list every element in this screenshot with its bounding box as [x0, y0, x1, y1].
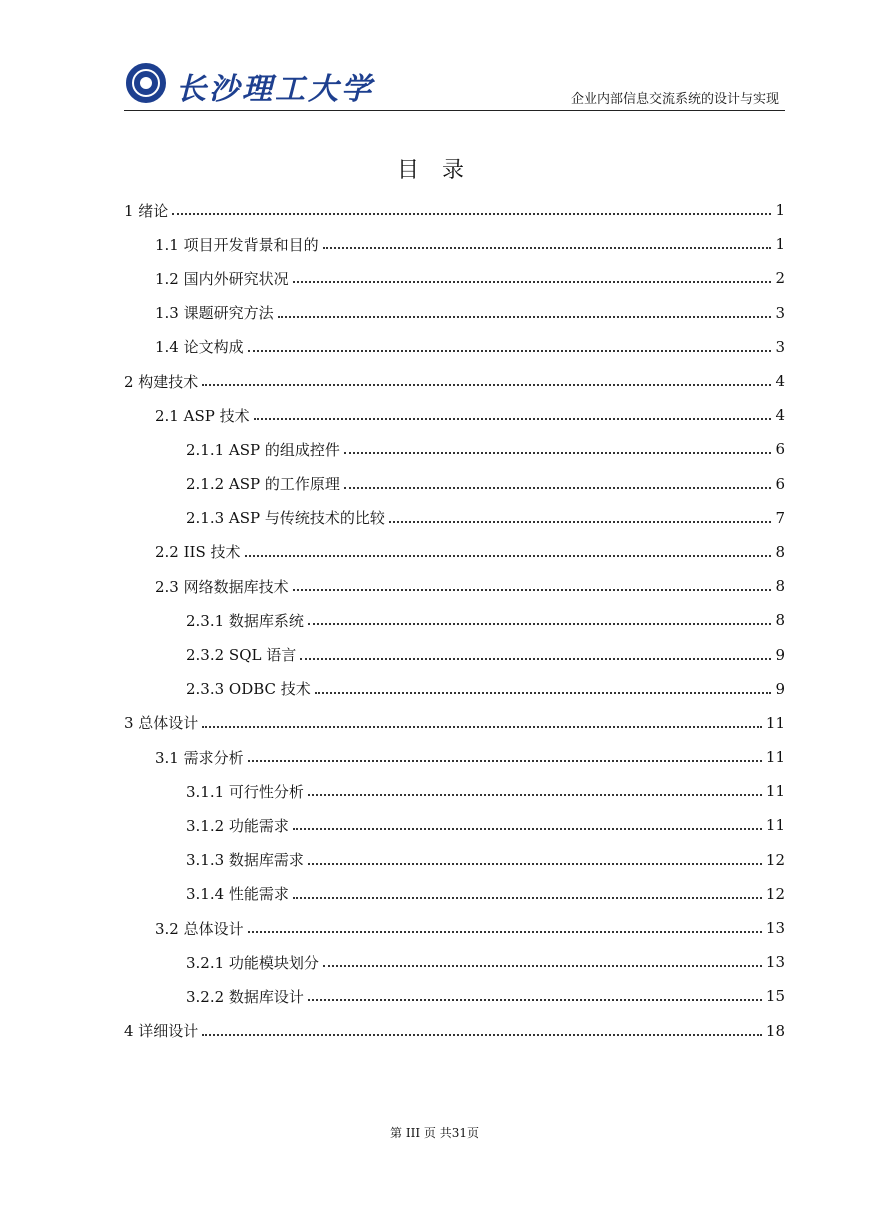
toc-entry-page: 11: [765, 816, 785, 835]
header-document-title: 企业内部信息交流系统的设计与实现: [570, 92, 779, 107]
toc-entry-label: 2.1.3 ASP 与传统技术的比较: [186, 509, 385, 528]
toc-entry-label: 3.1.1 可行性分析: [186, 782, 304, 801]
dot-leader: [315, 692, 772, 694]
toc-entry[interactable]: [124, 467, 785, 501]
toc-entry[interactable]: [124, 911, 785, 945]
toc-entry-page: 2: [775, 269, 785, 288]
toc-entry[interactable]: [124, 398, 785, 432]
toc-entry-page: 18: [765, 1021, 785, 1040]
university-seal-icon: [126, 63, 166, 103]
toc-entry[interactable]: [124, 227, 785, 261]
toc-entry-page: 8: [775, 577, 785, 596]
table-of-contents: [124, 193, 785, 1048]
toc-entry[interactable]: [124, 364, 785, 398]
toc-entry-label: 1.4 论文构成: [155, 338, 244, 357]
toc-entry-page: 11: [765, 713, 785, 732]
toc-entry-page: 8: [775, 542, 785, 561]
dot-leader: [245, 555, 772, 557]
toc-entry-label: 3 总体设计: [124, 714, 199, 733]
toc-entry[interactable]: [124, 603, 785, 637]
toc-entry[interactable]: [124, 535, 785, 569]
toc-entry-page: 9: [775, 645, 785, 664]
toc-entry-label: 1 绪论: [124, 201, 169, 220]
toc-entry-page: 13: [765, 919, 785, 938]
toc-entry-label: 1.2 国内外研究状况: [155, 269, 289, 288]
dot-leader: [293, 281, 772, 283]
dot-leader: [172, 213, 771, 215]
toc-entry[interactable]: [124, 774, 785, 808]
dot-leader: [300, 658, 771, 660]
toc-entry[interactable]: [124, 193, 785, 227]
toc-entry-label: 2.3.2 SQL 语言: [186, 646, 297, 665]
toc-entry-label: 2.1.1 ASP 的组成控件: [186, 440, 340, 459]
dot-leader: [323, 247, 772, 249]
dot-leader: [248, 350, 772, 352]
dot-leader: [293, 589, 772, 591]
toc-entry-label: 3.1.4 性能需求: [186, 885, 289, 904]
toc-entry-page: 4: [775, 372, 785, 391]
toc-entry[interactable]: [124, 1014, 785, 1048]
toc-entry[interactable]: [124, 432, 785, 466]
toc-entry-page: 6: [775, 440, 785, 459]
dot-leader: [308, 623, 772, 625]
dot-leader: [389, 521, 772, 523]
dot-leader: [278, 316, 772, 318]
toc-entry-label: 2.3 网络数据库技术: [155, 577, 289, 596]
toc-entry-page: 8: [775, 611, 785, 630]
dot-leader: [308, 999, 762, 1001]
toc-entry[interactable]: [124, 808, 785, 842]
dot-leader: [202, 384, 771, 386]
toc-entry-page: 11: [765, 782, 785, 801]
toc-entry-page: 13: [765, 953, 785, 972]
toc-entry-page: 9: [775, 679, 785, 698]
toc-entry-page: 3: [775, 337, 785, 356]
toc-entry-label: 2.3.1 数据库系统: [186, 611, 304, 630]
dot-leader: [254, 418, 772, 420]
toc-entry-page: 15: [765, 987, 785, 1006]
toc-entry-label: 1.3 课题研究方法: [155, 304, 274, 323]
toc-entry-page: 4: [775, 406, 785, 425]
university-logo-text: 长沙理工大学: [176, 72, 374, 107]
toc-entry-label: 3.2 总体设计: [155, 919, 244, 938]
dot-leader: [248, 760, 762, 762]
page-header: [124, 60, 785, 111]
toc-entry-label: 2.3.3 ODBC 技术: [186, 680, 311, 699]
toc-heading: 目 录: [397, 158, 472, 183]
toc-entry-page: 11: [765, 748, 785, 767]
toc-entry[interactable]: [124, 877, 785, 911]
toc-entry-label: 3.2.2 数据库设计: [186, 987, 304, 1006]
toc-entry[interactable]: [124, 296, 785, 330]
dot-leader: [344, 452, 772, 454]
toc-entry-label: 3.1 需求分析: [155, 748, 244, 767]
toc-entry-label: 3.1.2 功能需求: [186, 816, 289, 835]
toc-entry[interactable]: [124, 330, 785, 364]
dot-leader: [308, 794, 762, 796]
toc-entry-label: 2 构建技术: [124, 372, 199, 391]
toc-entry-page: 12: [765, 850, 785, 869]
dot-leader: [344, 487, 772, 489]
toc-entry[interactable]: [124, 261, 785, 295]
dot-leader: [293, 828, 762, 830]
dot-leader: [202, 1034, 762, 1036]
toc-entry[interactable]: [124, 979, 785, 1013]
toc-entry[interactable]: [124, 501, 785, 535]
toc-entry-page: 7: [775, 508, 785, 527]
toc-entry-page: 12: [765, 884, 785, 903]
toc-entry-label: 1.1 项目开发背景和目的: [155, 235, 319, 254]
toc-entry-label: 3.1.3 数据库需求: [186, 851, 304, 870]
toc-entry[interactable]: [124, 569, 785, 603]
toc-entry-page: 6: [775, 474, 785, 493]
toc-entry[interactable]: [124, 843, 785, 877]
dot-leader: [308, 863, 762, 865]
toc-entry-label: 2.2 IIS 技术: [155, 543, 241, 562]
toc-entry-label: 2.1 ASP 技术: [155, 406, 250, 425]
toc-entry-page: 1: [775, 235, 785, 254]
toc-entry-label: 3.2.1 功能模块划分: [186, 953, 319, 972]
dot-leader: [248, 931, 762, 933]
toc-entry[interactable]: [124, 706, 785, 740]
toc-entry[interactable]: [124, 740, 785, 774]
toc-entry[interactable]: [124, 637, 785, 671]
toc-entry[interactable]: [124, 672, 785, 706]
dot-leader: [323, 965, 762, 967]
toc-entry-label: 2.1.2 ASP 的工作原理: [186, 475, 340, 494]
toc-entry[interactable]: [124, 945, 785, 979]
dot-leader: [202, 726, 762, 728]
toc-entry-page: 1: [775, 201, 785, 220]
page-footer: 第 III 页 共31页: [390, 1126, 479, 1140]
toc-entry-page: 3: [775, 303, 785, 322]
toc-entry-label: 4 详细设计: [124, 1022, 199, 1041]
dot-leader: [293, 897, 762, 899]
